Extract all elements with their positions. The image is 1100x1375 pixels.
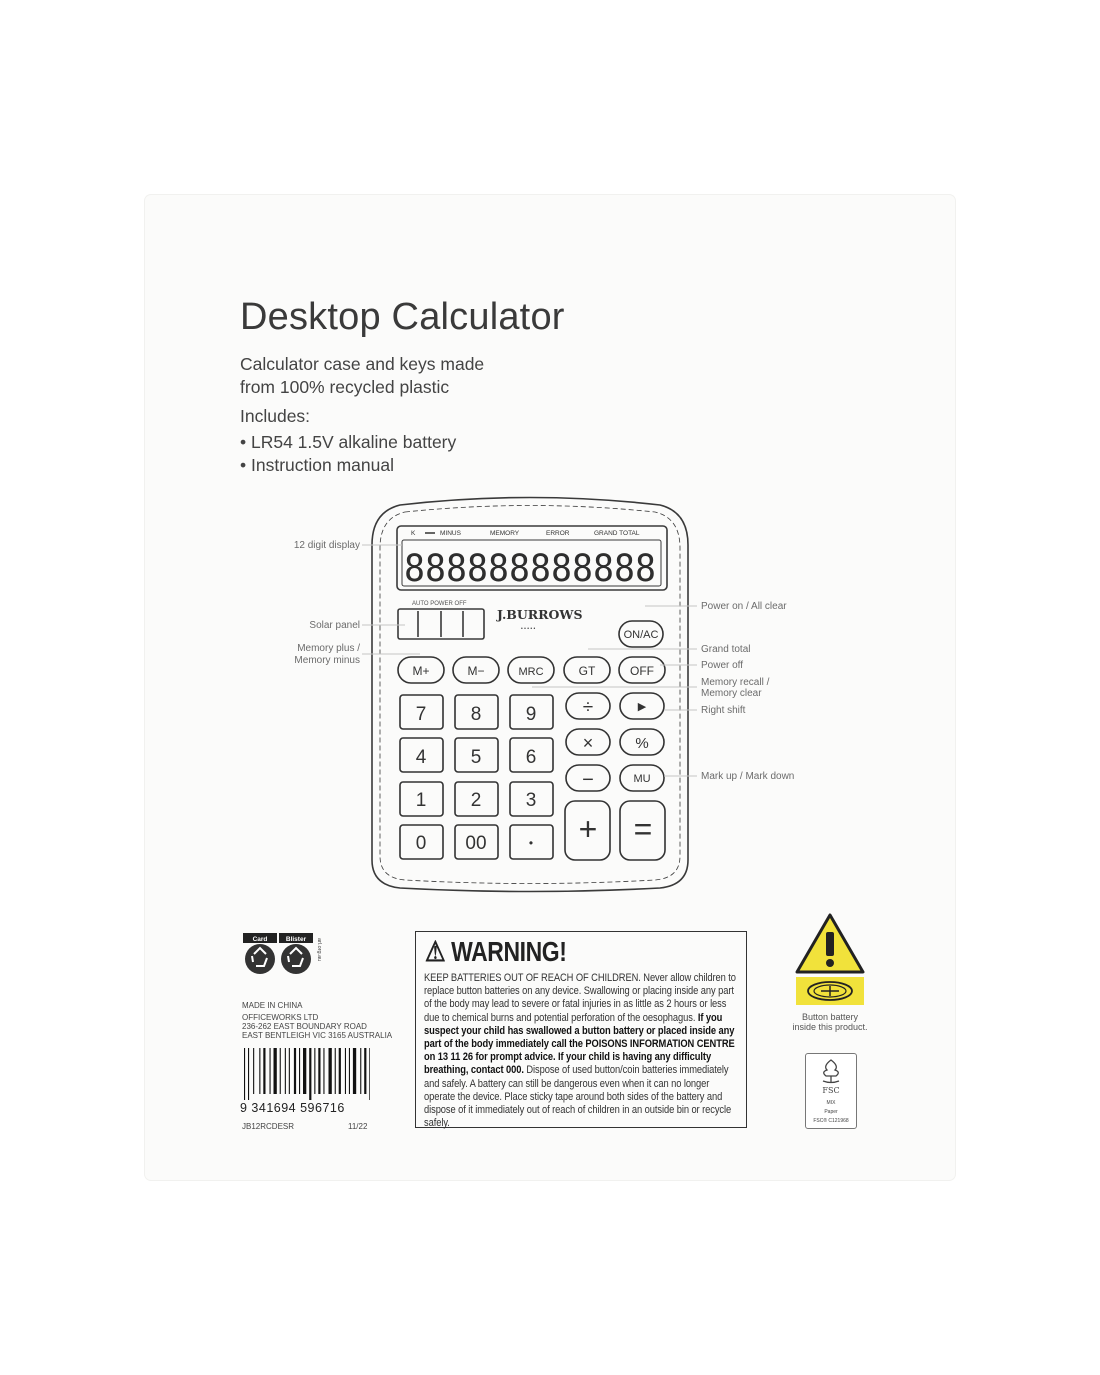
barcode-bar xyxy=(314,1048,315,1094)
barcode xyxy=(242,1048,370,1100)
barcode-bar xyxy=(285,1048,286,1094)
barcode-bar xyxy=(329,1048,332,1094)
recycle-blister-label: Blister xyxy=(285,936,307,943)
callout-right-shift: Right shift xyxy=(701,705,746,716)
key-on-ac: ON/AC xyxy=(623,629,659,641)
barcode-bar xyxy=(360,1048,361,1094)
callout-memory-plus: Memory plus / xyxy=(297,643,360,654)
barcode-bar xyxy=(369,1048,370,1100)
recycle-site: arl.org.au xyxy=(316,938,322,962)
key-m-minus: M− xyxy=(467,664,485,678)
barcode-bar xyxy=(270,1048,271,1094)
warning-paragraph-2: If you suspect your child has swallowed a button battery or placed inside any part of the body immediately call the POISONS INFORMATION CENTRE on 13 11 26 for prompt advice. If your child is having any difficulty breathing, contact 000. xyxy=(424,1011,735,1077)
includes-item-battery: • LR54 1.5V alkaline battery xyxy=(240,432,457,452)
indicator-minus: MINUS xyxy=(440,530,461,537)
key-mrc: MRC xyxy=(518,666,544,678)
brand-logo: J.BURROWS xyxy=(497,607,583,622)
key-0: 0 xyxy=(415,833,427,854)
key-6: 6 xyxy=(525,747,537,768)
key-7: 7 xyxy=(415,704,427,725)
barcode-bar xyxy=(318,1048,320,1094)
barcode-bar xyxy=(323,1048,324,1094)
barcode-bar xyxy=(299,1048,300,1094)
battery-hazard-icon xyxy=(795,912,865,1010)
barcode-bar xyxy=(253,1048,254,1094)
warning-paragraph-3: Dispose of used button/coin batteries immediately and safely. A battery can still be dangerous even when it can no longer operate the device. Place sticky tape around both sides of the battery and dispose of it immediately out of reach of children in an outside bin or recycle safely. xyxy=(424,1064,732,1130)
sku-code: JB12RCDESR xyxy=(242,1122,295,1131)
callout-markup: Mark up / Mark down xyxy=(701,771,795,782)
fsc-mix: MIX xyxy=(826,1100,836,1106)
key-plus: + xyxy=(578,811,598,847)
fsc-code: FSC® C121968 xyxy=(813,1118,849,1124)
barcode-bar xyxy=(309,1048,311,1100)
barcode-bar xyxy=(259,1048,260,1094)
barcode-bar xyxy=(353,1048,356,1094)
barcode-bar xyxy=(294,1048,296,1094)
key-percent: % xyxy=(635,735,649,752)
indicator-grand-total: GRAND TOTAL xyxy=(594,530,640,537)
warning-body xyxy=(424,972,737,1130)
key-m-plus: M+ xyxy=(412,664,430,678)
callout-memory-minus: Memory minus xyxy=(294,655,360,666)
auto-power-off-label: AUTO POWER OFF xyxy=(412,601,467,607)
key-9: 9 xyxy=(525,704,537,725)
barcode-bar xyxy=(339,1048,341,1094)
callout-memory-recall: Memory recall / xyxy=(701,677,770,688)
callout-grand-total: Grand total xyxy=(701,644,751,655)
callout-display: 12 digit display xyxy=(293,540,360,551)
key-1: 1 xyxy=(415,790,427,811)
key-mu: MU xyxy=(633,773,651,785)
callout-power-on: Power on / All clear xyxy=(701,601,787,612)
includes-item-manual: • Instruction manual xyxy=(240,455,394,475)
indicator-k: K xyxy=(411,530,416,537)
barcode-bar xyxy=(244,1048,245,1100)
key-multiply: × xyxy=(582,733,594,753)
fsc-paper: Paper xyxy=(824,1109,838,1115)
barcode-bar xyxy=(289,1048,290,1094)
key-4: 4 xyxy=(415,747,427,768)
description-line-1: Calculator case and keys made xyxy=(240,354,485,374)
battery-caption: Button battery inside this product. xyxy=(792,1012,868,1032)
key-5: 5 xyxy=(470,747,482,768)
barcode-bar xyxy=(303,1048,306,1094)
barcode-bar xyxy=(274,1048,277,1094)
description-line-2: from 100% recycled plastic xyxy=(240,377,450,397)
key-00: 00 xyxy=(465,833,487,854)
key-3: 3 xyxy=(525,790,537,811)
recycling-logo xyxy=(242,932,322,977)
key-gt: GT xyxy=(578,664,596,678)
company-address-1: 236-262 EAST BOUNDARY ROAD xyxy=(242,1022,367,1031)
barcode-bar xyxy=(335,1048,336,1094)
indicator-memory: MEMORY xyxy=(490,530,520,537)
callout-memory-clear: Memory clear xyxy=(701,688,762,699)
barcode-bar xyxy=(364,1048,366,1094)
barcode-bar xyxy=(248,1048,249,1100)
warning-paragraph-1: KEEP BATTERIES OUT OF REACH OF CHILDREN. Never allow children to replace button batteries on any device. Swallowing or placing inside any part of the body may lead to severe or fatal injuries in as little as 2 hours or less due to chemical burns and potential perforation of the oesophagus. xyxy=(424,972,736,1024)
fsc-tree-icon xyxy=(817,1058,845,1084)
includes-heading: Includes: xyxy=(240,406,311,426)
key-equals: = xyxy=(633,811,653,847)
warning-title: ⚠ WARNING! xyxy=(425,936,567,967)
key-right-shift: ▶ xyxy=(637,701,647,713)
key-decimal: • xyxy=(528,836,534,850)
barcode-bar xyxy=(280,1048,281,1094)
barcode-bar xyxy=(349,1048,350,1094)
barcode-number: 9 341694 596716 xyxy=(240,1101,345,1115)
company-address-2: EAST BENTLEIGH VIC 3165 AUSTRALIA xyxy=(242,1031,393,1040)
callout-power-off: Power off xyxy=(701,660,744,671)
print-date: 11/22 xyxy=(348,1122,368,1131)
indicator-error: ERROR xyxy=(546,530,570,537)
barcode-bar xyxy=(263,1048,265,1094)
made-in-label: MADE IN CHINA xyxy=(242,1001,303,1010)
key-divide: ÷ xyxy=(582,697,594,718)
recycle-card-label: Card xyxy=(252,936,268,943)
barcode-bar xyxy=(345,1048,346,1094)
brand-dots: • • • • • xyxy=(521,626,536,632)
product-title: Desktop Calculator xyxy=(240,296,565,338)
callout-solar: Solar panel xyxy=(309,620,360,631)
key-minus: − xyxy=(582,769,594,791)
key-8: 8 xyxy=(470,704,482,725)
lcd-digits: 888888888888 xyxy=(404,547,656,590)
key-off: OFF xyxy=(630,664,654,678)
company-name: OFFICEWORKS LTD xyxy=(242,1013,319,1022)
fsc-label: FSC xyxy=(822,1086,840,1095)
key-2: 2 xyxy=(470,790,482,811)
